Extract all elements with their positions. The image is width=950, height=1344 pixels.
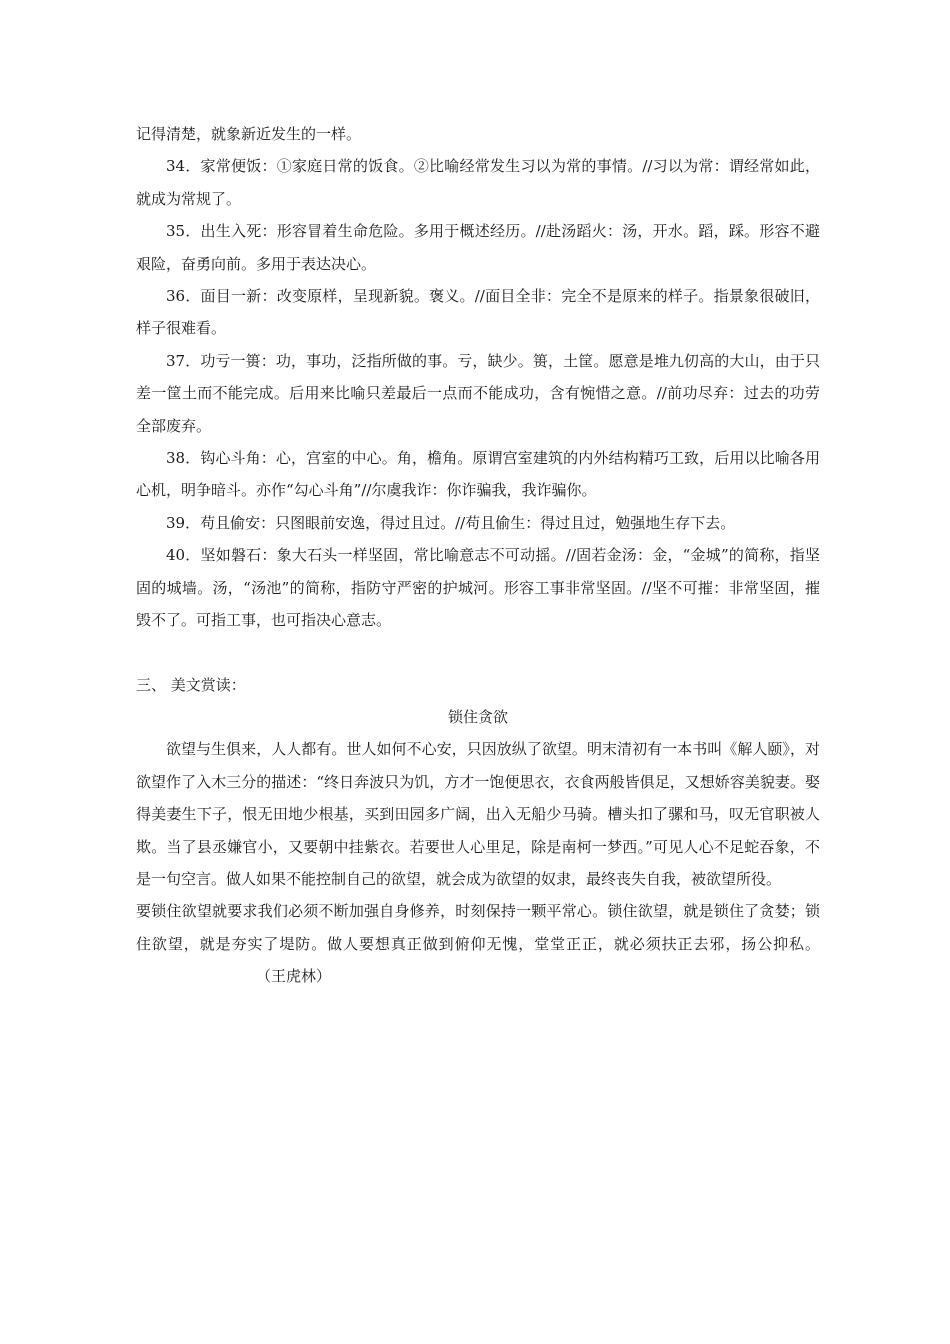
section-heading: 三、 美文赏读： <box>136 675 246 694</box>
idiom-entry: 36．面目一新：改变原样，呈现新貌。褒义。//面目全非：完全不是原来的样子。指景象很破旧，样子很难看。 <box>136 287 820 338</box>
section-gap <box>136 637 820 669</box>
idiom-entry: 34．家常便饭：①家庭日常的饭食。②比喻经常发生习以为常的事情。//习以为常：谓经常如此，就成为常规了。 <box>136 157 820 208</box>
idiom-entry: 35．出生入死：形容冒着生命危险。多用于概述经历。//赴汤蹈火：汤，开水。蹈，踩。形容不避艰险，奋勇向前。多用于表达决心。 <box>136 222 820 273</box>
page-content <box>136 118 820 993</box>
essay-author: （王虎林） <box>256 967 332 986</box>
idiom-entry: 38．钩心斗角：心，宫室的中心。角，檐角。原谓宫室建筑的内外结构精巧工致，后用以比喻各用心机，明争暗斗。亦作“勾心斗角”//尔虞我诈：你诈骗我，我诈骗你。 <box>136 449 820 500</box>
idiom-entry: 37．功亏一篑：功，事功，泛指所做的事。亏，缺少。篑，土筐。愿意是堆九仞高的大山，由于只差一筐土而不能完成。后用来比喻只差最后一点而不能成功，含有惋惜之意。//前功尽弃：过去的功劳全部废弃。 <box>136 351 820 435</box>
essay-paragraph-2 <box>136 895 820 992</box>
idiom-entry: 39．苟且偷安：只图眼前安逸，得过且过。//苟且偷生：得过且过，勉强地生存下去。 <box>166 513 736 532</box>
essay-paragraph-2-text: 要锁住欲望就要求我们必须不断加强自身修养，时刻保持一颗平常心。锁住欲望，就是锁住了贪婪；锁住欲望，就是夯实了堤防。做人要想真正做到俯仰无愧，堂堂正正，就必须扶正去邪，扬公抑私。 <box>136 902 820 953</box>
essay-title: 锁住贪欲 <box>447 707 508 726</box>
idiom-entry: 40．坚如磐石：象大石头一样坚固，常比喻意志不可动摇。//固若金汤：金，“金城”的简称，指坚固的城墙。汤，“汤池”的简称，指防守严密的护城河。形容工事非常坚固。//坚不可摧：非常坚固，摧毁不了。可指工事，也可指决心意志。 <box>136 546 820 630</box>
idiom-list <box>136 118 820 637</box>
idiom-entry: 记得清楚，就象新近发生的一样。 <box>136 125 362 143</box>
essay-paragraph-1: 欲望与生俱来，人人都有。世人如何不心安，只因放纵了欲望。明末清初有一本书叫《解人颐》，对欲望作了入木三分的描述：“终日奔波只为饥，方才一饱便思衣，衣食两般皆俱足，又想娇容美貌妻。娶得美妻生下子，恨无田地少根基，买到田园多广阔，出入无船少马骑。槽头扣了骡和马，叹无官职被人欺。当了县丞嫌官小，又要朝中挂紫衣。若要世人心里足，除是南柯一梦西。”可见人心不足蛇吞象，不是一句空言。做人如果不能控制自己的欲望，就会成为欲望的奴隶，最终丧失自我，被欲望所役。 <box>136 740 820 888</box>
